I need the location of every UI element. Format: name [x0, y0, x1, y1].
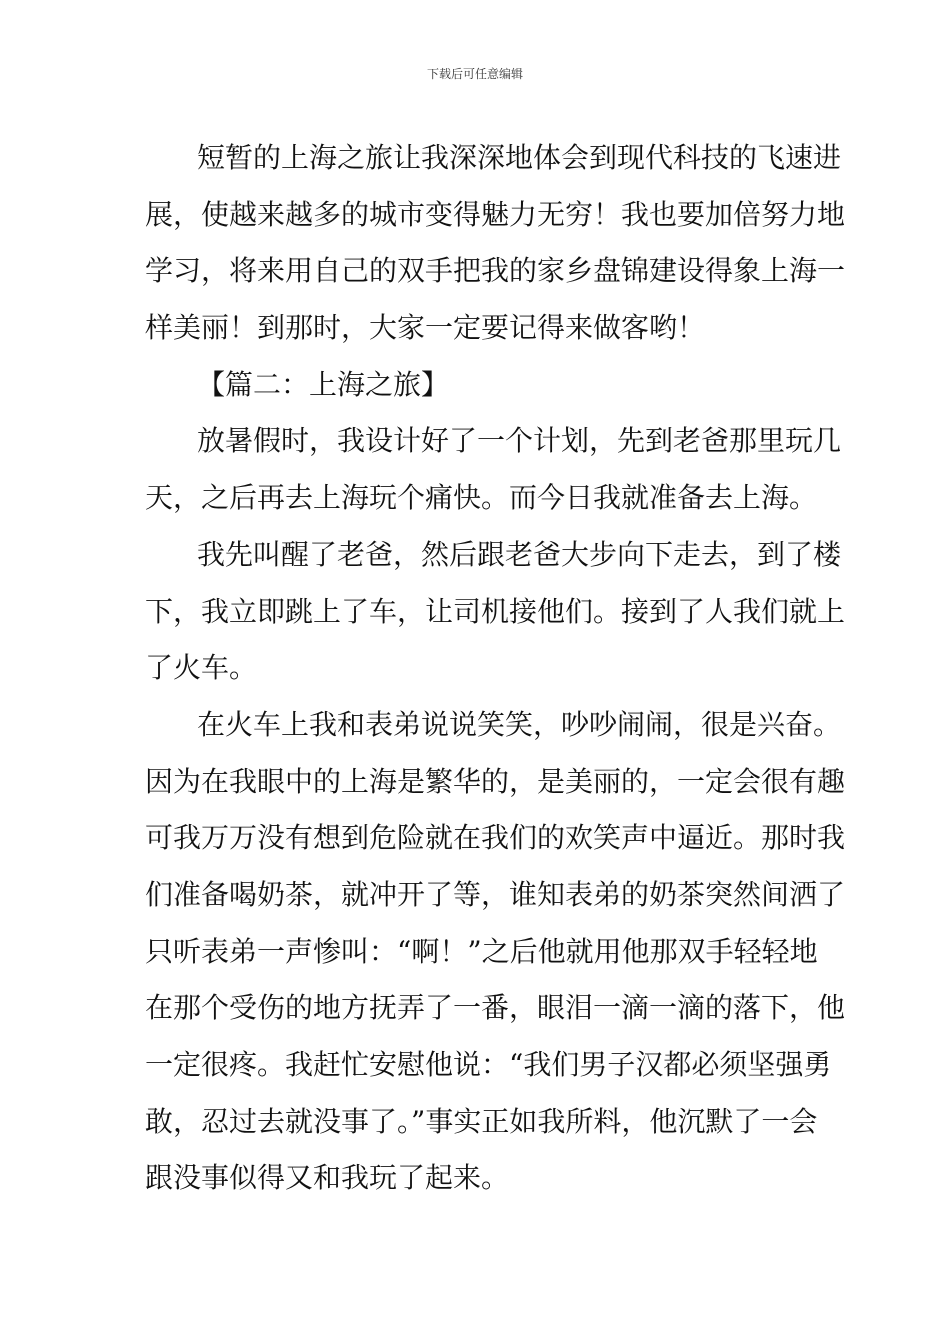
text-line: 学习，将来用自己的双手把我的家乡盘锦建设得象上海一 [145, 254, 846, 288]
document-body [145, 130, 846, 1207]
text-line: 只听表弟一声惨叫：“啊！”之后他就用他那双手轻轻地 [145, 934, 818, 968]
text-line: 一定很疼。我赶忙安慰他说：“我们男子汉都必须坚强勇 [145, 1048, 832, 1081]
text-line: 短暂的上海之旅让我深深地体会到现代科技的飞速进 [197, 141, 842, 174]
section-heading: 【篇二：上海之旅】 [197, 367, 450, 401]
text-line: 我先叫醒了老爸，然后跟老爸大步向下走去，到了楼 [197, 537, 842, 571]
text-line: 在火车上我和表弟说说笑笑，吵吵闹闹，很是兴奋。 [197, 707, 842, 741]
text-line: 下，我立即跳上了车，让司机接他们。接到了人我们就上 [145, 594, 846, 628]
page-header-note: 下载后可任意编辑 [426, 67, 523, 81]
text-line: 样美丽！到那时，大家一定要记得来做客哟！ [145, 311, 706, 345]
text-line: 在那个受伤的地方抚弄了一番，眼泪一滴一滴的落下，他 [145, 991, 846, 1025]
text-line: 可我万万没有想到危险就在我们的欢笑声中逼近。那时我 [145, 821, 846, 855]
text-line: 展，使越来越多的城市变得魅力无穷！我也要加倍努力地 [145, 197, 846, 231]
text-line: 跟没事似得又和我玩了起来。 [145, 1161, 510, 1195]
text-line: 敢，忍过去就没事了。”事实正如我所料，他沉默了一会 [145, 1104, 818, 1138]
text-line: 因为在我眼中的上海是繁华的，是美丽的，一定会很有趣 [145, 764, 846, 798]
text-line: 放暑假时，我设计好了一个计划，先到老爸那里玩几 [197, 424, 842, 458]
text-line: 们准备喝奶茶，就冲开了等，谁知表弟的奶茶突然间洒了 [145, 877, 846, 911]
text-line: 了火车。 [145, 651, 258, 685]
text-line: 天，之后再去上海玩个痛快。而今日我就准备去上海。 [145, 481, 818, 515]
